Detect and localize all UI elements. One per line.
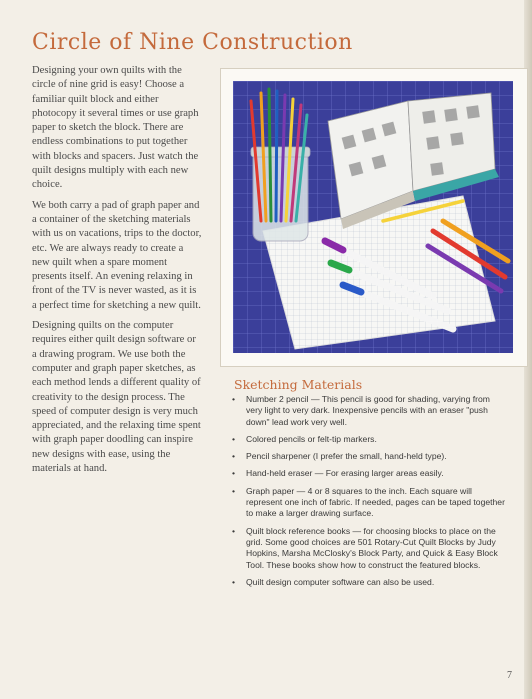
materials-photo-frame (220, 68, 528, 367)
list-item (232, 434, 508, 445)
bullet-icon: • (232, 485, 236, 496)
list-item-text: Quilt block reference books — for choosing blocks to place on the grid. Some good choices are 501 Rotary-Cut Quilt Blocks by Judy Hopkins, Marsha McClosky's Block Party, and Quick & Easy Block Tool. These books show how to construct the featured blocks. (246, 525, 498, 570)
list-item-text: Colored pencils or felt-tip markers. (246, 433, 377, 444)
list-item (232, 394, 508, 428)
page-number: 7 (507, 670, 512, 681)
bullet-icon: • (232, 576, 236, 587)
bullet-icon: • (232, 394, 236, 404)
list-item (232, 451, 508, 462)
materials-photo (233, 81, 513, 353)
page-title: Circle of Nine Construction (32, 30, 353, 55)
bullet-icon: • (232, 433, 236, 444)
list-item-text: Number 2 pencil — This pencil is good for shading, varying from very light to very dark. Inexpensive pencils with an eraser "push down" lead work very well. (246, 394, 490, 427)
list-item (232, 577, 508, 588)
bullet-icon: • (232, 525, 236, 536)
bullet-icon: • (232, 451, 236, 462)
list-item-text: Graph paper — 4 or 8 squares to the inch. Each square will represent one inch of fabric. If needed, pages can be taped together to make a larger drawing surface. (246, 485, 505, 519)
intro-paragraph-3: Designing quilts on the computer requires either quilt design software or a drawing program. We use both the computer and graph paper sketches, as each method lends a different quality of creativity to the design process. The speed of computer design is very much appreciated, and the relaxing time spent with graph paper doodling can inspire new designs with ease, using the materials at hand. (32, 320, 201, 475)
intro-paragraph-1: Designing your own quilts with the circle of nine grid is easy! Choose a familiar quilt block and either photocopy it several times or use graph paper to sketch the block. There are endless combinations to put together with blocks and spacers. Just watch the quilt designs multiply with each new choice. (32, 65, 199, 191)
bullet-icon: • (232, 468, 236, 479)
intro-paragraph-2: We both carry a pad of graph paper and a container of the sketching materials with us on vacations, trips to the doctor, etc. We are always ready to create a new quilt when a spare moment presents itself. An evening relaxing in front of the TV is never wasted, as it is a perfect time for sketching a new quilt. (32, 199, 202, 311)
sketching-materials-list (232, 394, 508, 594)
intro-column (32, 64, 202, 482)
list-item (232, 486, 508, 520)
list-item (232, 526, 508, 571)
sketching-materials-heading: Sketching Materials (234, 377, 363, 392)
list-item-text: Hand-held eraser — For erasing larger areas easily. (246, 468, 444, 479)
list-item (232, 468, 508, 479)
list-item-text: Quilt design computer software can also be used. (246, 576, 435, 587)
list-item-text: Pencil sharpener (I prefer the small, hand-held type). (246, 451, 447, 462)
